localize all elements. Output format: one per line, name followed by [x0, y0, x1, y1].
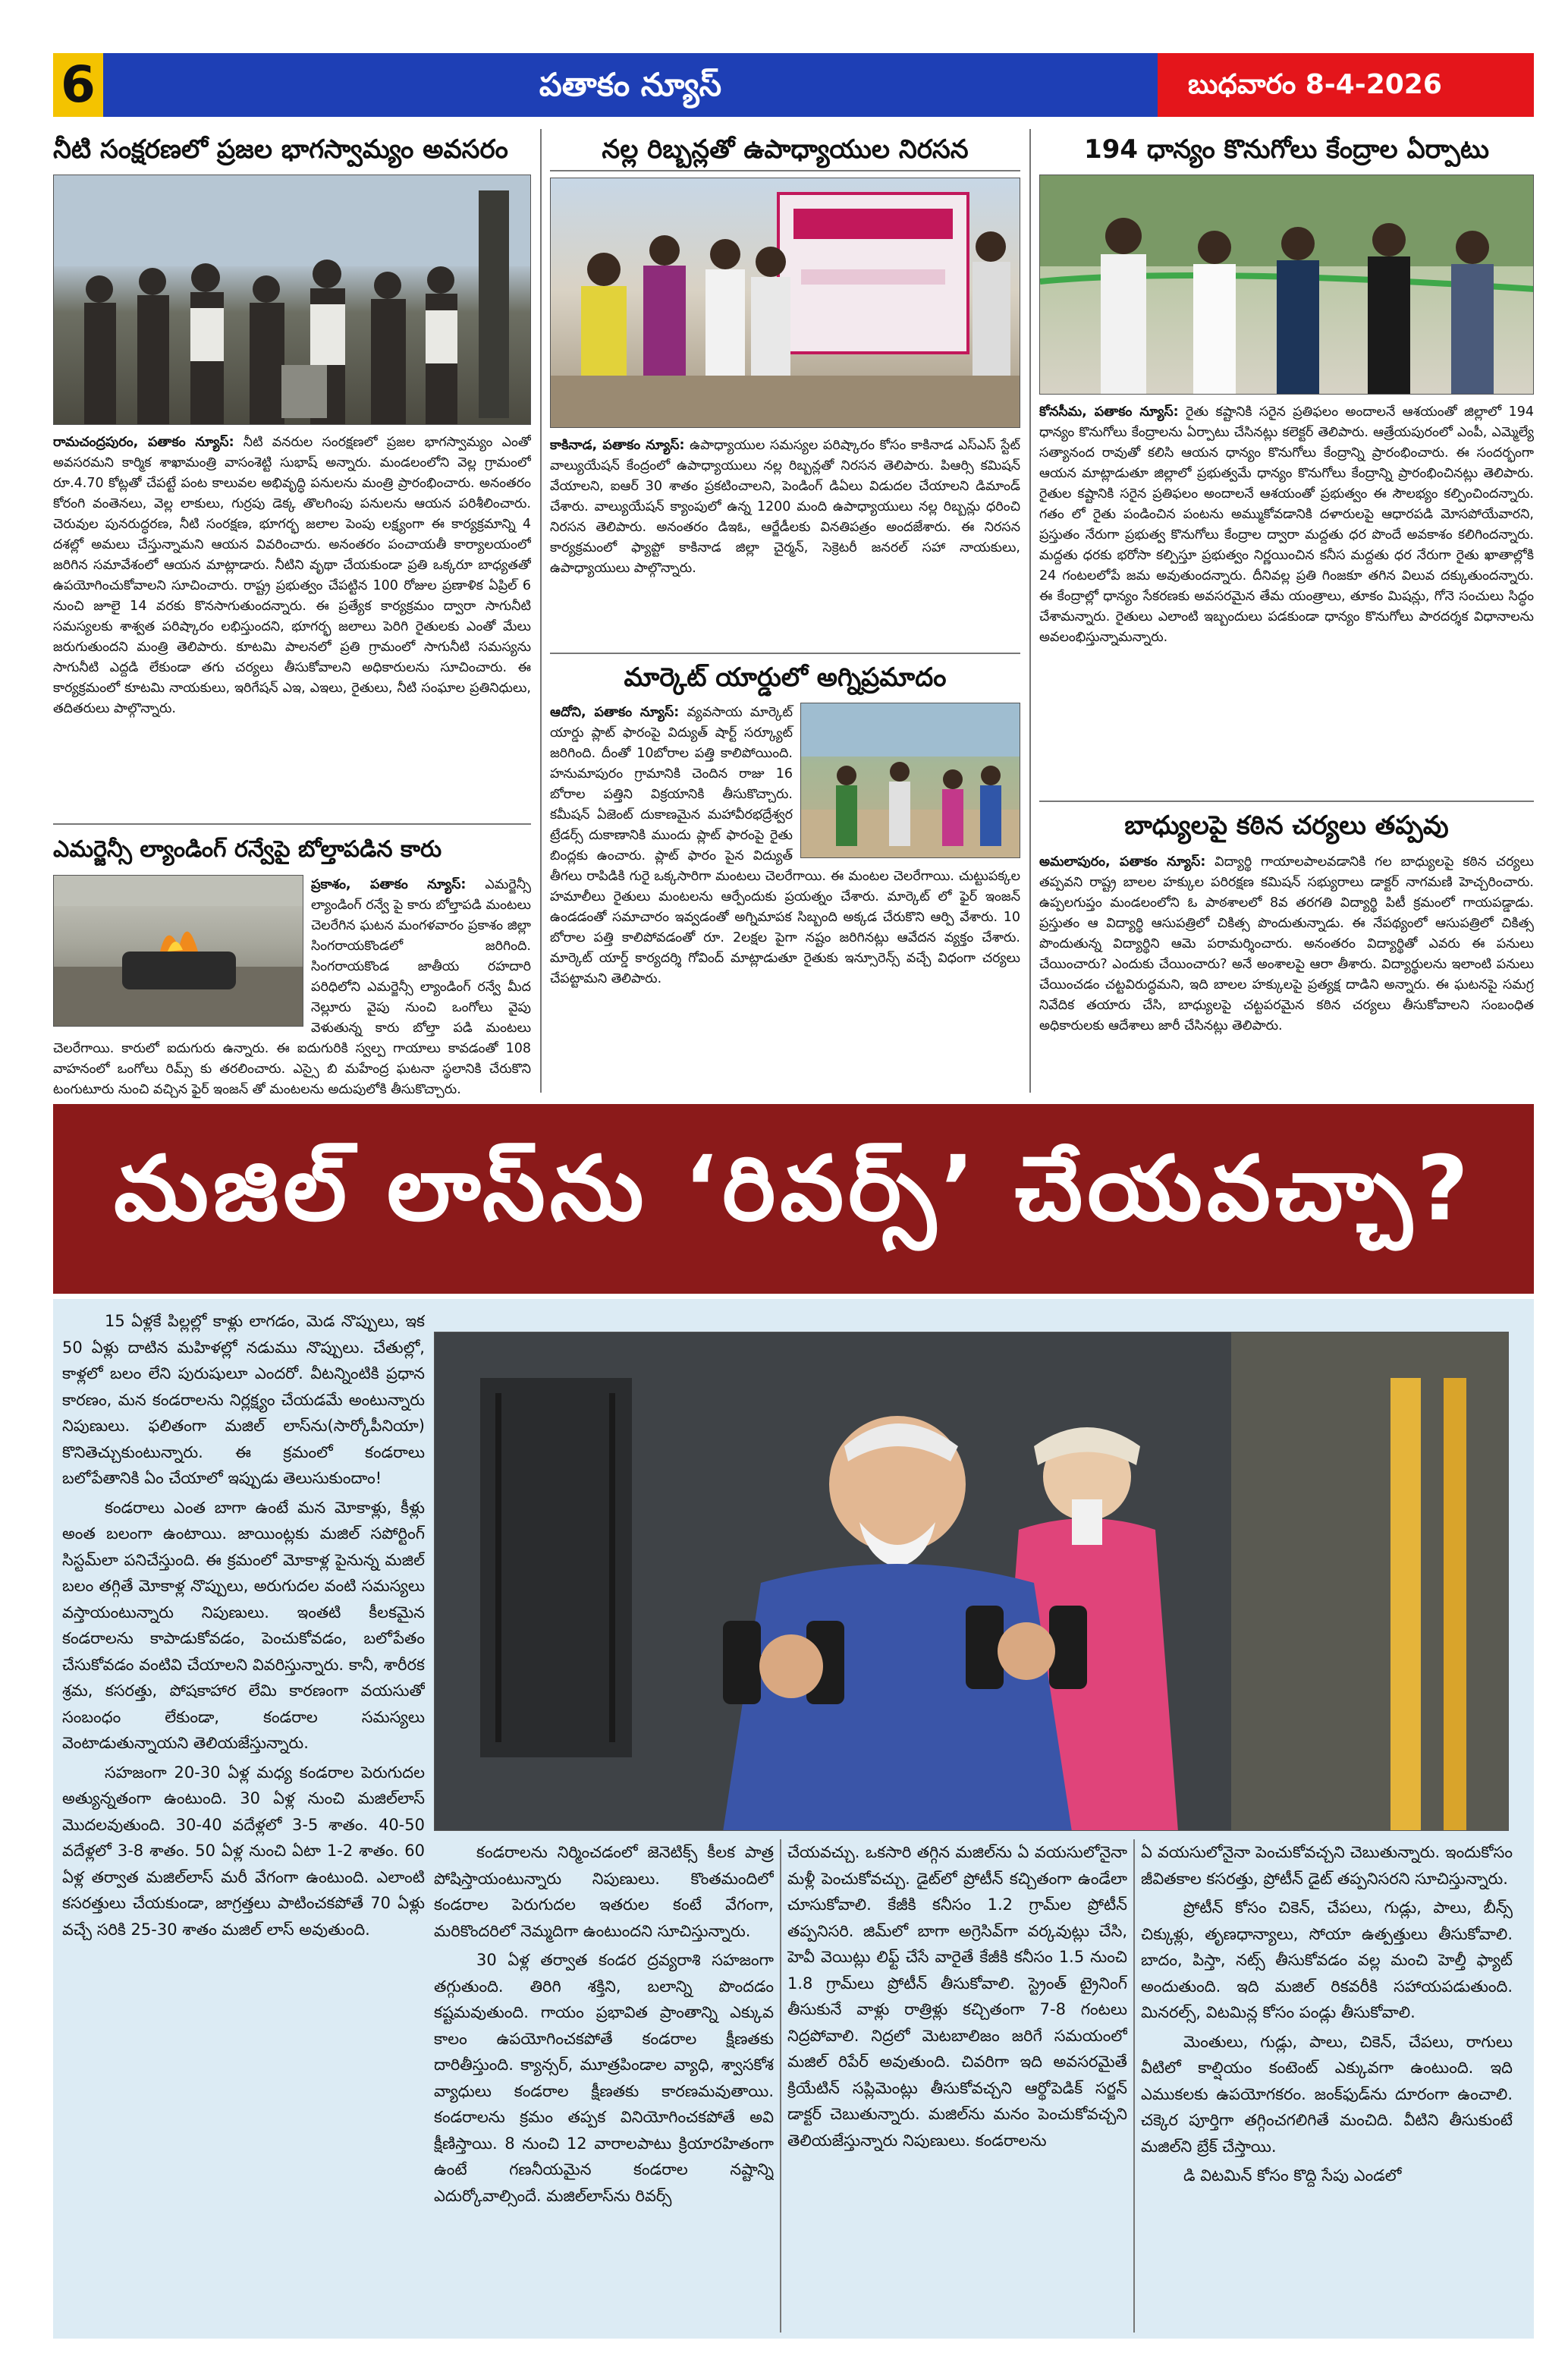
- photo-elderly-couple-gym: [434, 1332, 1509, 1831]
- body-text: రైతు కష్టానికి సరైన ప్రతిఫలం అందాలనే ఆశయంతో జిల్లాలో 194 ధాన్యం కొనుగోలు కేంద్రాలను ఏర్పాటు చేసినట్లు కలెక్టర్ తెలిపారు. ఆత్రేయపురంలో ఎంపీ, ఎమ్మెల్యే సత్యానంద రావుతో కలిసి ఆయన ధాన్యం కొనుగోలు కేంద్రాన్ని ప్రారంభించారు. ఈ సందర్భంగా ఆయన మాట్లాడుతూ జిల్లాలో ప్రభుత్వమే ధాన్యం కొనుగోలు కేంద్రాన్ని ప్రారంభించినట్లు తెలిపారు. రైతుల కష్టానికి సరైన ప్రతిఫలం అందాలనే ఆశయంతో ప్రభుత్వం ఈ సౌలభ్యం కల్పించిందన్నారు. గతం లో రైతు పండించిన పంటను అమ్ముకోవడానికి దళారులపై ఆధారపడి మోసపోయేవారని, ప్రస్తుతం నేరుగా ప్రభుత్వ కొనుగోలు కేంద్రాల ద్వారా మద్దతు ధర పొందే అవకాశం కలిగిందన్నారు. మద్దతు ధరకు భరోసా కల్పిస్తూ ప్రభుత్వం నిర్ణయించిన కనీస మద్దతు ధర నేరుగా రైతు ఖాతాల్లోకి 24 గంటలలోపే జమ అవుతుందన్నారు. దీనివల్ల ప్రతి గింజకూ తగిన విలువ దక్కుతుందన్నారు. ఈ కేంద్రాల్లో ధాన్యం సేకరణకు అవసరమైన తేమ యంత్రాలు, తూకం మిషన్లు, గోనె సంచులు సిద్ధం చేశామన్నారు. రైతులు ఎలాంటి ఇబ్బందులు పడకుండా ధాన్యం కొనుగోలు పారదర్శక విధానాలను అవలంభిస్తున్నామన్నారు.: [1039, 404, 1534, 645]
- body-text: ఉపాధ్యాయుల సమస్యల పరిష్కారం కోసం కాకినాడ ఎస్ఎస్ స్టేట్ వాల్యుయేషన్ కేంద్రంలో ఉపాధ్యాయులు నల్ల రిబ్బన్లతో నిరసన తెలిపారు. పిఆర్సి కమిషన్ వేయాలని, ఐఆర్ 30 శాతం ప్రకటించాలని, పెండింగ్ డిఏలు విడుదల చేయాలని డిమాండ్ చేశారు. వాల్యుయేషన్ క్యాంపులో ఉన్న 1200 మంది ఉపాధ్యాయులు నల్ల రిబ్బన్లు ధరించి నిరసన తెలిపారు. అనంతరం డిఇఓ, ఆర్జేడీలకు వినతిపత్రం అందజేశారు. ఈ నిరసన కార్యక్రమంలో ఫ్యాప్టో కాకినాడ జిల్లా చైర్మన్, సెక్రెటరీ జనరల్ సహా నాయకులు, ఉపాధ్యాయులు పాల్గొన్నారు.: [550, 438, 1020, 576]
- article-car-overturned: [53, 823, 531, 1103]
- photo-wrap-spacer: [53, 875, 311, 1027]
- feature-column-2: [434, 1839, 774, 2333]
- article-teachers-protest: [550, 129, 1020, 599]
- gym-illustration: [435, 1332, 1509, 1831]
- article-body: [550, 436, 1020, 599]
- ribbon-cutting-illustration: [1040, 175, 1534, 395]
- feature-column-1: [62, 1308, 425, 2333]
- photo-teachers-black-ribbons: [550, 178, 1020, 428]
- headline: మార్కెట్ యార్డులో అగ్నిప్రమాదం: [550, 653, 1020, 698]
- paragraph: సహజంగా 20-30 ఏళ్ల మధ్య కండరాల పెరుగుదల అత్యున్నతంగా ఉంటుంది. 30 ఏళ్ల నుంచి మజిల్‌లాస్ మొదలవుతుంది. 30-40 వదేళ్లలో 3-5 శాతం. 40-50 వదేళ్లలో 3-8 శాతం. 50 ఏళ్ల నుంచి ఏటా 1-2 శాతం. 60 ఏళ్ల తర్వాత మజిల్‌లాస్ మరీ వేగంగా ఉంటుంది. ఎలాంటి కసరత్తులు చేయకుండా, జాగ్రత్తలు పాటించకపోతే 70 ఏళ్లు వచ్చే సరికి 25-30 శాతం మజిల్ లాస్ అవుతుంది.: [62, 1763, 425, 1939]
- headline: బాధ్యులపై కఠిన చర్యలు తప్పవు: [1039, 801, 1534, 846]
- article-water-conservation: [53, 129, 531, 766]
- feature-column-4: [1141, 1839, 1513, 2333]
- dateline: ఆదోని, పతాకం న్యూస్:: [550, 705, 680, 720]
- protest-illustration: [551, 178, 1020, 428]
- headline: ఎమర్జెన్సీ ల్యాండింగ్ రన్వేపై బోల్తాపడిన కారు: [53, 823, 531, 870]
- feature-banner: [53, 1104, 1534, 1294]
- dateline: కోనసీమ, పతాకం న్యూస్:: [1039, 404, 1179, 420]
- paragraph: 15 ఏళ్లకే పిల్లల్లో కాళ్లు లాగడం, మెడ నొప్పులు, ఇక 50 ఏళ్లు దాటిన మహిళల్లో నడుము నొప్పులు. చేతుల్లో, కాళ్లలో బలం లేని పురుషులూ ఎందరో. వీటన్నింటికి ప్రధాన కారణం, మన కండరాలను నిర్లక్ష్యం చేయడమే అంటున్నారు నిపుణులు. ఫలితంగా మజిల్ లాస్‌ను(సార్కోపీనియా) కొనితెచ్చుకుంటున్నారు. ఈ క్రమంలో కండరాలు బలోపేతానికి ఏం చేయాలో ఇప్పుడు తెలుసుకుందాం!: [62, 1312, 425, 1487]
- article-body: [1039, 852, 1534, 1099]
- article-strict-action: [1039, 801, 1534, 1099]
- feature-title: మజిల్ లాస్‌ను ‘రివర్స్’ చేయవచ్చా?: [114, 1135, 1473, 1241]
- dateline: ప్రకాశం, పతాకం న్యూస్:: [311, 877, 467, 892]
- body-text: విద్యార్థి గాయాలపాలవడానికి గల బాధ్యులపై కఠిన చర్యలు తప్పవని రాష్ట్ర బాలల హక్కుల పరిరక్షణ కమిషన్ సభ్యురాలు డాక్టర్ నాగమణి హెచ్చరించారు. ఉప్పలగుప్తం మండలంలోని ఓ పాఠశాలలో 8వ తరగతి విద్యార్థి పిటీ క్రమంలో గాయపడ్డాడు. ప్రస్తుతం ఆ విద్యార్థి ఆసుపత్రిలో చికిత్స పొందుతున్నాడు. ఈ నేపథ్యంలో ఆసుపత్రిలో చికిత్స పొందుతున్న విద్యార్థిని ఆమె పరామర్శించారు. అనంతరం విద్యార్థితో ఎవరు ఈ పనులు చేయించారు? ఎందుకు చేయించారు? అనే అంశాలపై ఆరా తీశారు. విద్యార్థులను ఇలాంటి పనులు చేయించడం చట్టవిరుద్ధమని, ఇది బాలల హక్కులపై ప్రత్యక్ష దాడిని అన్నారు. ఈ ఘటనపై సమగ్ర నివేదిక తయారు చేసి, బాధ్యులపై చట్టపరమైన కఠిన చర్యలు తీసుకోవాలని సంబంధిత అధికారులకు ఆదేశాలు జారీ చేసినట్లు తెలిపారు.: [1039, 854, 1534, 1033]
- page-number: 6: [53, 53, 103, 117]
- article-body: [550, 703, 1020, 1105]
- paragraph: చేయవచ్చు. ఒకసారి తగ్గిన మజిల్‌ను ఏ వయసులోనైనా మళ్లీ పెంచుకోవచ్చు. డైట్‌లో ప్రోటీన్ కచ్చితంగా ఉండేలా చూసుకోవాలి. కేజీకి కనీసం 1.2 గ్రామ్‌ల ప్రోటీన్ తప్పనిసరి. జిమ్‌లో బాగా అగ్రెసివ్‌గా వర్కవుట్లు చేసి, హెవీ వెయిట్లు లిఫ్ట్ చేసే వారైతే కేజీకి కనీసం 1.5 నుంచి 1.8 గ్రామ్‌లు ప్రోటీన్ తీసుకోవాలి. స్ట్రెంత్ ట్రైనింగ్ తీసుకునే వాళ్లు రాత్రిళ్లు కచ్చితంగా 7-8 గంటలు నిద్రపోవాలి. నిద్రలో మెటబాలిజం జరిగే సమయంలో మజిల్ రిపేర్ అవుతుంది. చివరిగా ఇది అవసరమైతే క్రియేటిన్ సప్లిమెంట్లు తీసుకోవచ్చని ఆర్థోపెడిక్ సర్జన్ డాక్టర్ చెబుతున్నారు. మజిల్‌ను మనం పెంచుకోవచ్చని తెలియజేస్తున్నారు నిపుణులు. కండరాలను: [787, 1843, 1127, 2150]
- masthead: [53, 53, 1534, 117]
- article-market-yard-fire: [550, 653, 1020, 1105]
- photo-minister-canal-works: [53, 175, 531, 425]
- column-divider: [1133, 1839, 1135, 2333]
- photo-ribbon-cutting: [1039, 175, 1534, 395]
- issue-date: బుధవారం 8-4-2026: [1158, 53, 1534, 117]
- feature-area: [53, 1299, 1534, 2339]
- headline: నీటి సంక్షరణలో ప్రజల భాగస్వామ్యం అవసరం: [53, 134, 508, 165]
- photo-wrap-spacer: [793, 703, 1020, 862]
- dateline: రామచంద్రపురం, పతాకం న్యూస్:: [53, 435, 234, 450]
- feature-column-3: [787, 1839, 1127, 2333]
- body-text: వ్యవసాయ మార్కెట్ యార్డు ప్లాట్ ఫారంపై విద్యుత్ షార్ట్ సర్క్యూట్ జరిగింది. దీంతో 10బోరాల పత్తి కాలిపోయింది. హనుమాపురం గ్రామానికి చెందిన రాజు 16 బోరాల పత్తిని విక్రయానికి తీసుకొచ్చారు. కమీషన్ ఏజెంట్ దుకాణమైన మహావీరభద్రేశ్వర ట్రేడర్స్ దుకాణానికి ముందు ప్లాట్ ఫారంపై రైతు బింద్లకు ఉంచారు. ప్లాట్ ఫారం పైన విద్యుత్ తీగలు రాపిడికి గురై ఒక్కసారిగా మంటలు చెలరేగాయి. ఈ మంటల చెలరేగాయి. చుట్టుపక్కల హమాలీలు రైతులు మంటలను ఆర్పేందుకు ప్రయత్నం చేశారు. మార్కెట్ లో ఫైర్ ఇంజన్ ఉండడంతో సమాచారం ఇవ్వడంతో అగ్నిమాపక సిబ్బంది అక్కడ చేరుకొని ఆర్పి వేశారు. 10 బోరాల పత్తి కాలిపోవడంతో రూ. 2లక్షల పైగా నష్టం జరిగినట్లు ఆవేదన వ్యక్తం చేశారు. మార్కెట్ యార్డ్ కార్యదర్శి గోవింద్ మాట్లాడుతూ రైతుకు ఇన్సూరెన్స్ వచ్చే విధంగా చర్యలు చేపట్టామని తెలిపారు.: [550, 705, 1020, 986]
- headline: 194 ధాన్యం కొనుగోలు కేంద్రాల ఏర్పాటు: [1084, 134, 1489, 165]
- paragraph: కండరాలను నిర్మించడంలో జెనెటిక్స్ కీలక పాత్ర పోషిస్తాయంటున్నారు నిపుణులు. కొంతమందిలో కండరాల పెరుగుదల ఇతరుల కంటే వేగంగా, మరికొందరిలో నెమ్మదిగా ఉంటుందని సూచిస్తున్నారు.: [434, 1843, 774, 1940]
- paragraph: ప్రోటీన్ కోసం చికెన్, చేపలు, గుడ్లు, పాలు, బీన్స్ చిక్కుళ్లు, తృణధాన్యాలు, సోయా ఉత్పత్తులు తీసుకోవాలి. బాదం, పిస్తా, నట్స్ తీసుకోవడం వల్ల మంచి హెల్తీ ఫ్యాట్ అందుతుంది. ఇది మజిల్ రికవరీకి సహాయపడుతుంది. మినరల్స్, విటమిన్ల కోసం పండ్లు తీసుకోవాలి.: [1141, 1898, 1513, 2021]
- column-divider: [1029, 129, 1031, 1093]
- paper-name: పతాకం న్యూస్: [103, 53, 1158, 117]
- paragraph: మెంతులు, గుడ్లు, పాలు, చికెన్, చేపలు, రాగులు వీటిలో కాల్షియం కంటెంట్ ఎక్కువగా ఉంటుంది. ఇది ఎముకలకు ఉపయోగకరం. జంక్‌ఫుడ్‌ను దూరంగా ఉంచాలి. చక్కెర పూర్తిగా తగ్గించగలిగితే మంచిది. వీటిని తీసుకుంటే మజిల్‌ని బ్రేక్ చేస్తాయి.: [1141, 2032, 1513, 2156]
- paragraph: కండరాలు ఎంత బాగా ఉంటే మన మోకాళ్లు, కీళ్లు అంత బలంగా ఉంటాయి. జాయింట్లకు మజిల్ సపోర్టింగ్ సిస్టమ్‌లా పనిచేస్తుంది. ఈ క్రమంలో మోకాళ్ల పైనున్న మజిల్ బలం తగ్గితే మోకాళ్ల నొప్పులు, అరుగుదల వంటి సమస్యలు వస్తాయంటున్నారు నిపుణులు. ఇంతటి కీలకమైన కండరాలను కాపాడుకోవడం, పెంచుకోవడం, బలోపేతం చేసుకోవడం వంటివి చేయాలని వివరిస్తున్నారు. కానీ, శారీరక శ్రమ, కసరత్తు, పోషకాహార లేమి కారణంగా వయసుతో సంబంధం లేకుండా, కండరాల సమస్యలు వెంటాడుతున్నాయని తెలియజేస్తున్నారు.: [62, 1498, 425, 1752]
- column-divider: [780, 1839, 781, 2333]
- dateline: అమలాపురం, పతాకం న్యూస్:: [1039, 854, 1206, 870]
- crowd-illustration: [54, 175, 531, 425]
- paragraph: 30 ఏళ్ల తర్వాత కండర ద్రవ్యరాశి సహజంగా తగ్గుతుంది. తిరిగి శక్తిని, బలాన్ని పొందడం కష్టమవుతుంది. గాయం ప్రభావిత ప్రాంతాన్ని ఎక్కువ కాలం ఉపయోగించకపోతే కండరాల క్షీణతకు దారితీస్తుంది. క్యాన్సర్, మూత్రపిండాల వ్యాధి, శ్వాసకోశ వ్యాధులు కండరాల క్షీణతకు కారణమవుతాయి. కండరాలను క్రమం తప్పక వినియోగించకపోతే అవి క్షీణిస్తాయి. 8 నుంచి 12 వారాలపాటు క్రియారహితంగా ఉంటే గణనీయమైన కండరాల నష్టాన్ని ఎదుర్కోవాల్సిందే. మజిల్‌లాస్‌ను రివర్స్: [434, 1951, 774, 2205]
- headline: నల్ల రిబ్బన్లతో ఉపాధ్యాయుల నిరసన: [550, 129, 1020, 171]
- body-text: ఎమర్జెన్సీ ల్యాండింగ్ రన్వే పై కారు బోల్తాపడి మంటలు చెలరేగిన ఘటన మంగళవారం ప్రకాశం జిల్లా సింగరాయకొండలో జరిగింది. సింగరాయకొండ జాతీయ రహదారి పరిధిలోని ఎమర్జెన్సీ ల్యాండింగ్ రన్వే మీద నెల్లూరు వైపు నుంచి ఒంగోలు వైపు వెళుతున్న కారు బోల్తా పడి మంటలు చెలరేగాయి. కారులో ఐదుగురు ఉన్నారు. ఈ ఐదుగురికి స్వల్ప గాయాలు కావడంతో 108 వాహనంలో ఒంగోలు రిమ్స్ కు తరలించారు. ఎస్సై బి మహేంద్ర ఘటనా స్థలానికి చేరుకొని టంగుటూరు నుంచి వచ్చిన ఫైర్ ఇంజన్ తో మంటలను అదుపులోకి తీసుకొచ్చారు.: [53, 877, 531, 1097]
- dateline: కాకినాడ, పతాకం న్యూస్:: [550, 438, 685, 453]
- paragraph: ఏ వయసులోనైనా పెంచుకోవచ్చని చెబుతున్నారు. ఇందుకోసం జీవితకాల కసరత్తు, ప్రోటీన్ డైట్ తప్పనిసరని సూచిస్తున్నారు.: [1141, 1843, 1513, 1888]
- column-divider: [540, 129, 542, 1093]
- body-text: నీటి వనరుల సంరక్షణలో ప్రజల భాగస్వామ్యం ఎంతో అవసరమని కార్మిక శాఖామంత్రి వాసంశెట్టి సుభాష్ అన్నారు. మండలంలోని వెల్ల గ్రామంలో రూ.4.70 కోట్లతో చేపట్టే పంట కాలువల అభివృద్ధి పనులను మంత్రి ప్రారంభించారు. అనంతరం కోరంగి వంతెనలు, వెల్ల లాకులు, గుర్రపు డెక్క తొలగింపు పనులను ఆయన పరిశీలించారు. చెరువుల పునరుద్ధరణ, నీటి సంరక్షణ, భూగర్భ జలాల పెంపు లక్ష్యంగా ఈ కార్యక్రమాన్ని 4 దశల్లో అమలు చేస్తున్నామని ఆయన వివరించారు. అనంతరం పంచాయతీ కార్యాలయంలో జరిగిన సమావేశంలో ఆయన మాట్లాడారు. నీటిని వృథా చేయకుండా ప్రతి ఒక్కరూ బాధ్యతతో ఉపయోగించుకోవాలని సూచించారు. రాష్ట్ర ప్రభుత్వం చేపట్టిన 100 రోజుల ప్రణాళిక ఏప్రిల్ 6 నుంచి జూలై 14 వరకు కొనసాగుతుందన్నారు. ఈ ప్రత్యేక కార్యక్రమం ద్వారా సాగునీటి సమస్యలకు శాశ్వత పరిష్కారం లభిస్తుందని, భూగర్భ జలాలు పెరిగి రైతులకు ఎంతో మేలు జరుగుతుందని మంత్రి తెలిపారు. కూటమి పాలనలో ప్రతి గ్రామంలో సాగునీటి సమస్యను సాగునీటి ఎద్దడి లేకుండా తగు చర్యలు తీసుకోవాలని అధికారులను సూచించారు. ఈ కార్యక్రమంలో కూటమి నాయకులు, ఇరిగేషన్ ఎఇ, ఎఇలు, రైతులు, నీటి సంఘాల ప్రతినిధులు, తదితరులు పాల్గొన్నారు.: [53, 435, 531, 716]
- article-body: [53, 433, 531, 766]
- article-body: [53, 875, 531, 1103]
- paragraph: డి విటమిన్ కోసం కొద్ది సేపు ఎండలో: [1183, 2166, 1402, 2185]
